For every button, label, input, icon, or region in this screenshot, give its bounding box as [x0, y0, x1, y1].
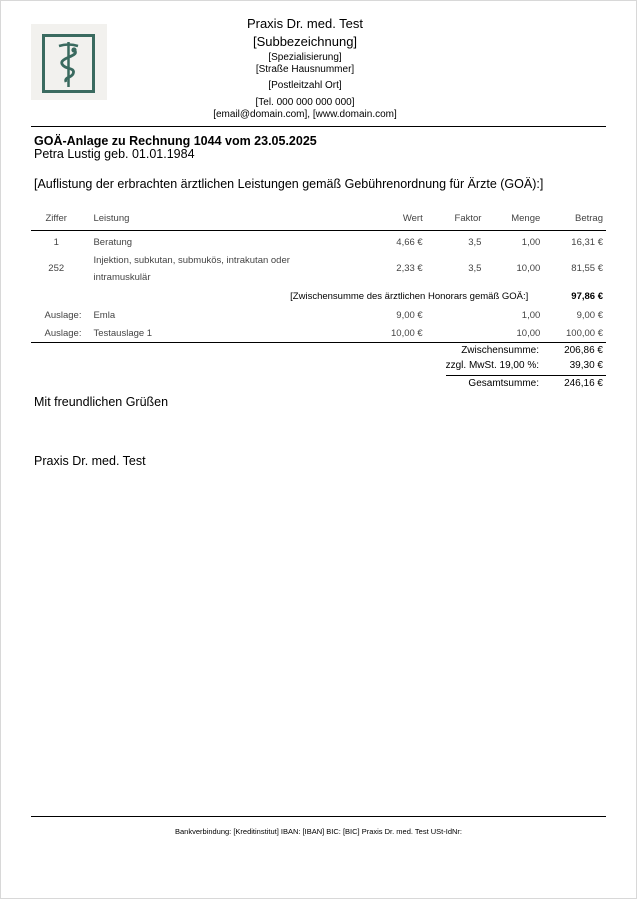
practice-subtitle: [Subbezeichnung] [252, 34, 358, 49]
table-row [31, 251, 606, 286]
practice-logo [31, 24, 107, 100]
practice-street: [Straße Hausnummer] [255, 64, 355, 75]
cell-menge: 1,00 [521, 236, 541, 248]
col-leistung: Leistung [93, 212, 130, 224]
cell-faktor: 3,5 [468, 236, 482, 248]
caduceus-icon [45, 37, 92, 90]
cell-betrag: 81,55 € [571, 263, 603, 274]
practice-specialization: [Spezialisierung] [268, 52, 342, 63]
grand-total-label: Gesamtsumme: [468, 378, 539, 389]
cell-ziffer: Auslage: [44, 309, 82, 321]
intro-text: [Auflistung der erbrachten ärztlichen Leistungen gemäß Gebührenordnung für Ärzte (GOÄ):] [34, 177, 544, 191]
practice-postal: [Postleitzahl Ort] [268, 80, 342, 91]
table-header-row [31, 208, 606, 231]
vat-label: zzgl. MwSt. 19,00 %: [445, 360, 539, 371]
cell-leistung: Emla [93, 309, 116, 321]
header-divider [31, 126, 606, 127]
goa-subtotal-row [31, 286, 606, 306]
subtotal-value: 206,86 € [564, 345, 603, 356]
grand-total-value: 246,16 € [564, 378, 603, 389]
subtotal-line [303, 345, 603, 359]
cell-menge: 1,00 [521, 309, 541, 321]
col-menge: Menge [511, 212, 541, 224]
cell-betrag: 16,31 € [571, 236, 603, 248]
goa-subtotal-value: 97,86 € [571, 290, 603, 302]
col-wert: Wert [402, 212, 423, 224]
vat-value: 39,30 € [569, 360, 603, 371]
practice-contact: [email@domain.com], [www.domain.com] [213, 109, 397, 120]
patient-line: Petra Lustig geb. 01.01.1984 [34, 147, 195, 161]
cell-leistung: Injektion, subkutan, submukös, intrakutan oder intramuskulär [93, 254, 290, 283]
cell-wert: 10,00 € [391, 327, 423, 339]
document-title: GOÄ-Anlage zu Rechnung 1044 vom 23.05.2025 [34, 134, 317, 148]
cell-leistung: Beratung [93, 236, 133, 248]
cell-ziffer: Auslage: [44, 327, 82, 339]
cell-wert: 9,00 € [396, 309, 423, 321]
practice-name: Praxis Dr. med. Test [246, 16, 364, 31]
table-row [31, 233, 606, 251]
grand-total-line [303, 378, 603, 392]
footer-divider [31, 816, 606, 817]
table-row [31, 306, 606, 324]
cell-menge: 10,00 [516, 263, 541, 274]
goa-subtotal-label: [Zwischensumme des ärztlichen Honorars gemäß GOÄ:] [290, 290, 529, 302]
practice-phone: [Tel. 000 000 000 000] [255, 97, 355, 108]
col-faktor: Faktor [454, 212, 482, 224]
goa-items-table [31, 208, 606, 342]
cell-ziffer: 252 [48, 263, 65, 274]
cell-faktor [423, 306, 482, 324]
letterhead [105, 15, 505, 120]
total-divider [446, 375, 606, 376]
greeting: Mit freundlichen Grüßen [34, 395, 169, 409]
vat-line [303, 360, 603, 374]
signer: Praxis Dr. med. Test [34, 454, 146, 468]
cell-ziffer: 1 [53, 236, 59, 248]
bank-info: Bankverbindung: [Kreditinstitut] IBAN: [IBAN] BIC: [BIC] Praxis Dr. med. Test USt-IdNr: [174, 827, 463, 836]
table-row [31, 324, 606, 342]
cell-faktor: 3,5 [468, 263, 482, 274]
cell-leistung: Testauslage 1 [93, 327, 153, 339]
cell-menge: 10,00 [516, 327, 541, 339]
cell-betrag: 100,00 € [566, 327, 603, 339]
subtotal-label: Zwischensumme: [461, 345, 539, 356]
cell-betrag: 9,00 € [576, 309, 603, 321]
table-end-divider [31, 342, 606, 343]
cell-wert: 2,33 € [396, 263, 423, 274]
cell-wert: 4,66 € [396, 236, 423, 248]
col-ziffer: Ziffer [45, 212, 67, 224]
col-betrag: Betrag [575, 212, 603, 224]
cell-faktor [423, 324, 482, 342]
